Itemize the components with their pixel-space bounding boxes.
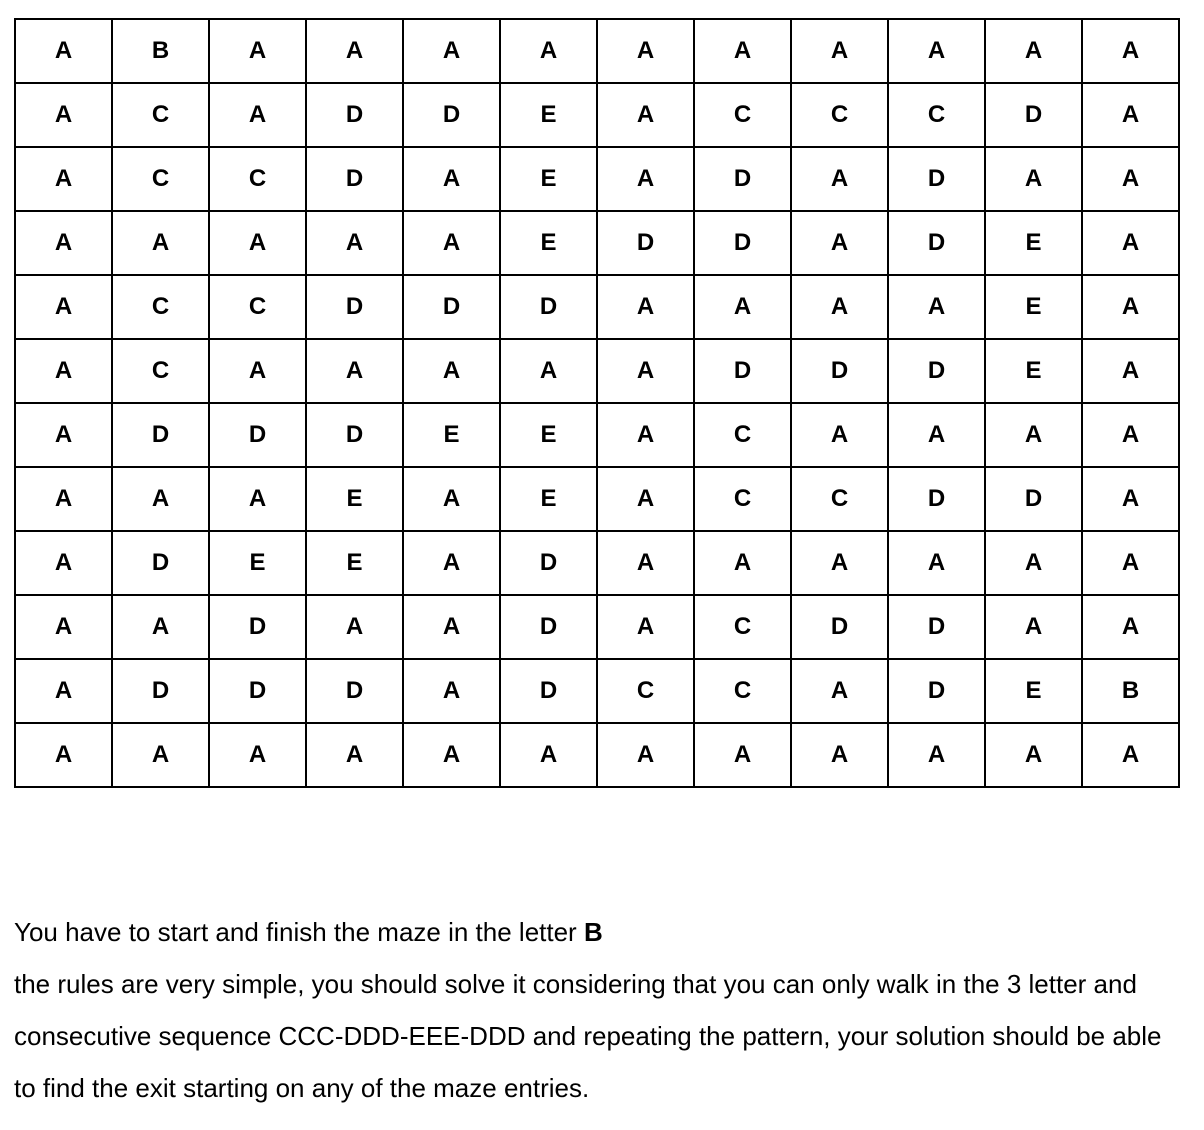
maze-cell: A bbox=[15, 723, 112, 787]
maze-cell: A bbox=[15, 339, 112, 403]
maze-cell: A bbox=[985, 531, 1082, 595]
maze-cell: A bbox=[15, 211, 112, 275]
maze-cell: A bbox=[209, 467, 306, 531]
maze-row bbox=[15, 659, 1179, 723]
maze-row bbox=[15, 83, 1179, 147]
maze-cell: D bbox=[306, 403, 403, 467]
maze-cell: E bbox=[500, 147, 597, 211]
maze-cell: D bbox=[694, 147, 791, 211]
maze-cell: D bbox=[500, 531, 597, 595]
maze-cell: D bbox=[403, 83, 500, 147]
maze-cell: D bbox=[209, 403, 306, 467]
maze-row bbox=[15, 275, 1179, 339]
maze-cell: A bbox=[306, 211, 403, 275]
maze-cell: C bbox=[597, 659, 694, 723]
maze-row bbox=[15, 723, 1179, 787]
maze-cell: A bbox=[1082, 467, 1179, 531]
maze-cell: E bbox=[209, 531, 306, 595]
maze-cell: B bbox=[112, 19, 209, 83]
maze-cell: A bbox=[403, 147, 500, 211]
maze-cell: D bbox=[888, 147, 985, 211]
maze-cell: D bbox=[306, 659, 403, 723]
maze-cell: D bbox=[597, 211, 694, 275]
maze-cell: A bbox=[403, 723, 500, 787]
maze-cell: A bbox=[694, 19, 791, 83]
maze-cell: D bbox=[306, 83, 403, 147]
maze-cell: A bbox=[209, 723, 306, 787]
maze-cell: D bbox=[791, 595, 888, 659]
maze-cell: A bbox=[888, 723, 985, 787]
maze-cell: A bbox=[597, 595, 694, 659]
maze-cell: C bbox=[209, 147, 306, 211]
maze-cell: D bbox=[888, 659, 985, 723]
maze-row bbox=[15, 403, 1179, 467]
maze-cell: A bbox=[209, 19, 306, 83]
maze-row bbox=[15, 147, 1179, 211]
maze-cell: C bbox=[112, 83, 209, 147]
maze-cell: A bbox=[888, 19, 985, 83]
maze-cell: C bbox=[694, 83, 791, 147]
maze-cell: A bbox=[1082, 83, 1179, 147]
maze-cell: A bbox=[597, 275, 694, 339]
maze-cell: A bbox=[112, 211, 209, 275]
maze-cell: A bbox=[209, 339, 306, 403]
maze-cell: A bbox=[694, 723, 791, 787]
maze-cell: C bbox=[112, 339, 209, 403]
maze-cell: C bbox=[112, 275, 209, 339]
maze-cell: A bbox=[1082, 147, 1179, 211]
maze-cell: A bbox=[791, 723, 888, 787]
maze-cell: C bbox=[694, 595, 791, 659]
maze-cell: D bbox=[500, 275, 597, 339]
maze-cell: A bbox=[209, 83, 306, 147]
maze-cell: A bbox=[306, 723, 403, 787]
maze-cell: E bbox=[985, 339, 1082, 403]
maze-cell: A bbox=[306, 595, 403, 659]
maze-cell: A bbox=[1082, 531, 1179, 595]
maze-cell: A bbox=[985, 595, 1082, 659]
maze-cell: A bbox=[500, 723, 597, 787]
maze-cell: E bbox=[985, 275, 1082, 339]
maze-cell: D bbox=[694, 211, 791, 275]
maze-cell: A bbox=[112, 723, 209, 787]
maze-cell: E bbox=[500, 467, 597, 531]
maze-cell: A bbox=[1082, 275, 1179, 339]
maze-cell: A bbox=[306, 19, 403, 83]
maze-cell: A bbox=[112, 467, 209, 531]
maze-cell: D bbox=[888, 339, 985, 403]
maze-cell: A bbox=[500, 19, 597, 83]
maze-cell: A bbox=[791, 19, 888, 83]
maze-cell: A bbox=[15, 83, 112, 147]
maze-cell: A bbox=[985, 403, 1082, 467]
maze-row bbox=[15, 339, 1179, 403]
maze-cell: A bbox=[791, 211, 888, 275]
maze-cell: A bbox=[694, 275, 791, 339]
maze-cell: C bbox=[209, 275, 306, 339]
instructions-letter-b: B bbox=[583, 917, 603, 947]
maze-cell: C bbox=[888, 83, 985, 147]
maze-cell: B bbox=[1082, 659, 1179, 723]
maze-cell: D bbox=[985, 467, 1082, 531]
maze-cell: A bbox=[15, 403, 112, 467]
maze-cell: A bbox=[306, 339, 403, 403]
maze-cell: A bbox=[15, 467, 112, 531]
maze-grid bbox=[14, 18, 1180, 788]
maze-cell: A bbox=[15, 19, 112, 83]
maze-cell: D bbox=[888, 467, 985, 531]
maze-cell: A bbox=[597, 83, 694, 147]
maze-cell: A bbox=[403, 19, 500, 83]
maze-cell: A bbox=[597, 723, 694, 787]
maze-cell: D bbox=[306, 275, 403, 339]
maze-cell: D bbox=[209, 595, 306, 659]
maze-row bbox=[15, 531, 1179, 595]
maze-cell: D bbox=[209, 659, 306, 723]
maze-cell: A bbox=[1082, 19, 1179, 83]
maze-cell: D bbox=[112, 659, 209, 723]
maze-cell: D bbox=[888, 595, 985, 659]
maze-row bbox=[15, 211, 1179, 275]
maze-cell: E bbox=[500, 211, 597, 275]
maze-cell: A bbox=[500, 339, 597, 403]
maze-cell: E bbox=[500, 403, 597, 467]
maze-cell: A bbox=[791, 531, 888, 595]
maze-cell: A bbox=[791, 275, 888, 339]
maze-cell: A bbox=[597, 339, 694, 403]
maze-cell: A bbox=[597, 531, 694, 595]
maze-cell: C bbox=[694, 659, 791, 723]
instructions-rules: the rules are very simple, you should solve it considering that you can only walk in the 3 letter and consecutive sequence CCC-DDD-EEE-DDD and repeating the pattern, your solution should be able to find the exit starting on any of the maze entries. bbox=[14, 969, 1162, 1103]
maze-cell: A bbox=[403, 531, 500, 595]
maze-cell: E bbox=[985, 659, 1082, 723]
maze-cell: A bbox=[1082, 595, 1179, 659]
maze-cell: E bbox=[985, 211, 1082, 275]
maze-cell: A bbox=[403, 659, 500, 723]
maze-cell: A bbox=[694, 531, 791, 595]
maze-row bbox=[15, 467, 1179, 531]
maze-cell: A bbox=[597, 19, 694, 83]
maze-cell: D bbox=[694, 339, 791, 403]
maze-cell: A bbox=[597, 467, 694, 531]
instructions-intro bbox=[14, 906, 1190, 958]
maze-cell: A bbox=[597, 403, 694, 467]
maze-cell: D bbox=[403, 275, 500, 339]
maze-cell: A bbox=[791, 147, 888, 211]
maze-cell: D bbox=[112, 403, 209, 467]
maze-cell: A bbox=[791, 403, 888, 467]
maze-cell: A bbox=[791, 659, 888, 723]
maze-cell: A bbox=[112, 595, 209, 659]
maze-cell: E bbox=[500, 83, 597, 147]
maze-cell: A bbox=[597, 147, 694, 211]
maze-cell: E bbox=[306, 467, 403, 531]
maze-cell: A bbox=[888, 275, 985, 339]
maze-cell: A bbox=[403, 467, 500, 531]
maze-cell: A bbox=[15, 659, 112, 723]
maze-cell: C bbox=[112, 147, 209, 211]
maze-cell: A bbox=[403, 595, 500, 659]
maze-cell: A bbox=[1082, 403, 1179, 467]
maze-cell: E bbox=[403, 403, 500, 467]
maze-cell: D bbox=[791, 339, 888, 403]
maze-cell: A bbox=[15, 275, 112, 339]
maze-cell: A bbox=[888, 403, 985, 467]
instructions-intro-text: You have to start and finish the maze in the letter bbox=[14, 917, 584, 947]
maze-cell: C bbox=[791, 83, 888, 147]
maze-row bbox=[15, 19, 1179, 83]
maze-cell: D bbox=[985, 83, 1082, 147]
instructions bbox=[14, 906, 1190, 1114]
maze-row bbox=[15, 595, 1179, 659]
maze-cell: A bbox=[985, 147, 1082, 211]
maze-cell: E bbox=[306, 531, 403, 595]
maze-cell: A bbox=[15, 531, 112, 595]
maze-cell: A bbox=[403, 211, 500, 275]
maze-cell: D bbox=[112, 531, 209, 595]
maze-cell: A bbox=[985, 723, 1082, 787]
maze-cell: D bbox=[888, 211, 985, 275]
maze-cell: A bbox=[1082, 339, 1179, 403]
maze-cell: A bbox=[403, 339, 500, 403]
maze-cell: C bbox=[791, 467, 888, 531]
maze-cell: A bbox=[888, 531, 985, 595]
maze-cell: A bbox=[15, 147, 112, 211]
maze-cell: D bbox=[500, 595, 597, 659]
maze-cell: A bbox=[209, 211, 306, 275]
maze-cell: A bbox=[985, 19, 1082, 83]
maze-cell: C bbox=[694, 403, 791, 467]
maze-cell: D bbox=[500, 659, 597, 723]
maze-cell: D bbox=[306, 147, 403, 211]
maze-cell: A bbox=[1082, 723, 1179, 787]
maze-cell: A bbox=[1082, 211, 1179, 275]
maze-cell: C bbox=[694, 467, 791, 531]
maze-cell: A bbox=[15, 595, 112, 659]
